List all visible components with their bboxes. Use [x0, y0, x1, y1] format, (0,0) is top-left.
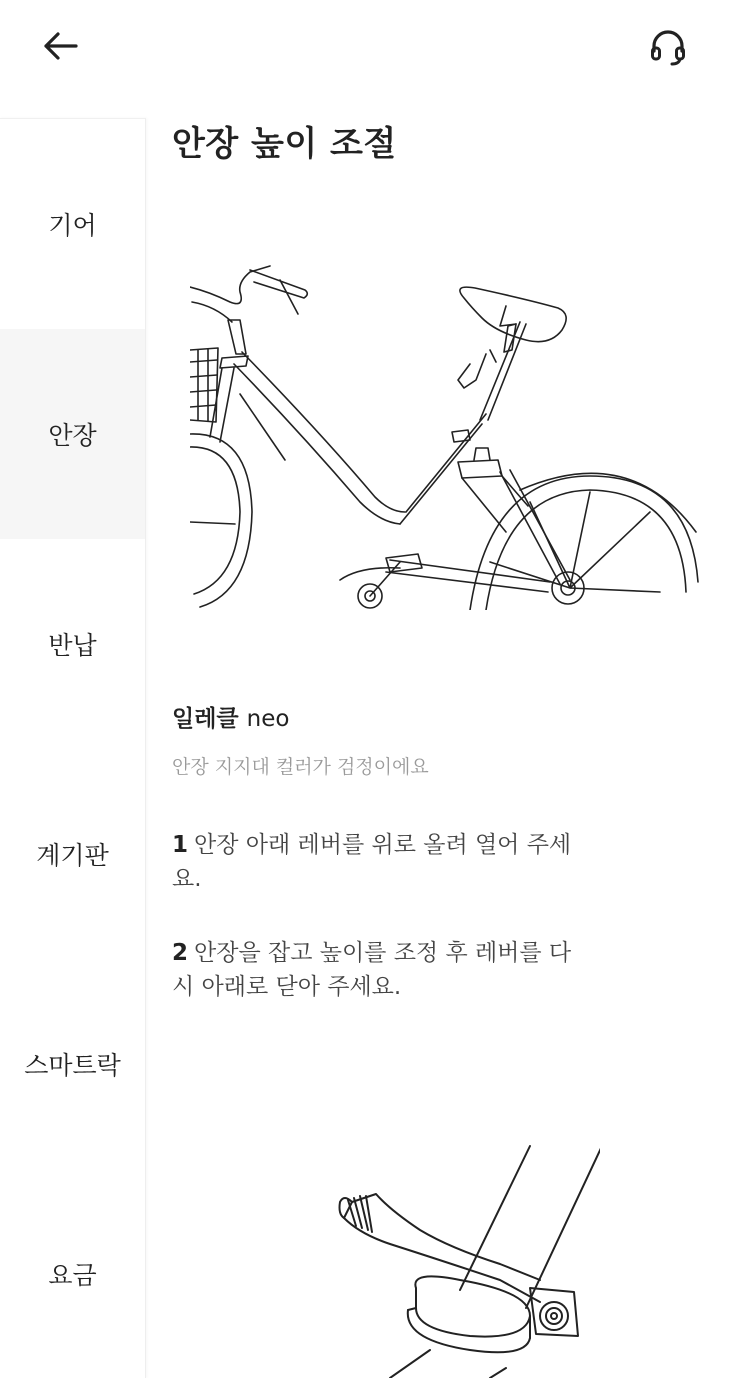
sidebar-item-saddle[interactable] — [0, 329, 145, 539]
instruction-step-1 — [172, 828, 572, 896]
back-button[interactable] — [32, 22, 88, 70]
arrow-left-icon — [40, 26, 80, 66]
model-description: 안장 지지대 컬러가 검정이에요 — [172, 756, 429, 778]
customer-support-button[interactable] — [640, 22, 696, 70]
top-bar — [0, 0, 736, 96]
sidebar-item-dashboard[interactable] — [0, 749, 145, 959]
sidebar-item-fare[interactable] — [0, 1169, 145, 1378]
bike-illustration — [190, 262, 700, 610]
sidebar-item-label: 기어 — [48, 211, 97, 240]
sidebar-item-label: 스마트락 — [24, 1051, 121, 1080]
step-number: 2 — [172, 940, 189, 966]
sidebar-item-smart-lock[interactable] — [0, 959, 145, 1169]
model-name-label: 일레클 — [172, 706, 239, 732]
category-sidebar — [0, 118, 146, 1378]
sidebar-item-label: 요금 — [48, 1261, 97, 1290]
model-name — [172, 700, 289, 733]
model-name-suffix: neo — [246, 706, 290, 732]
step-number: 1 — [172, 832, 189, 858]
headset-icon — [647, 25, 689, 67]
instruction-step-2 — [172, 936, 572, 1004]
seat-lever-illustration — [330, 1140, 600, 1378]
sidebar-item-label: 안장 — [48, 421, 97, 450]
sidebar-item-gear[interactable] — [0, 119, 145, 329]
sidebar-item-return[interactable] — [0, 539, 145, 749]
step-text: 안장을 잡고 높이를 조정 후 레버를 다시 아래로 닫아 주세요. — [172, 940, 572, 1000]
step-text: 안장 아래 레버를 위로 올려 열어 주세요. — [172, 832, 572, 892]
sidebar-item-label: 반납 — [48, 631, 97, 660]
sidebar-item-label: 계기판 — [36, 841, 109, 870]
page-title: 안장 높이 조절 — [172, 124, 397, 164]
